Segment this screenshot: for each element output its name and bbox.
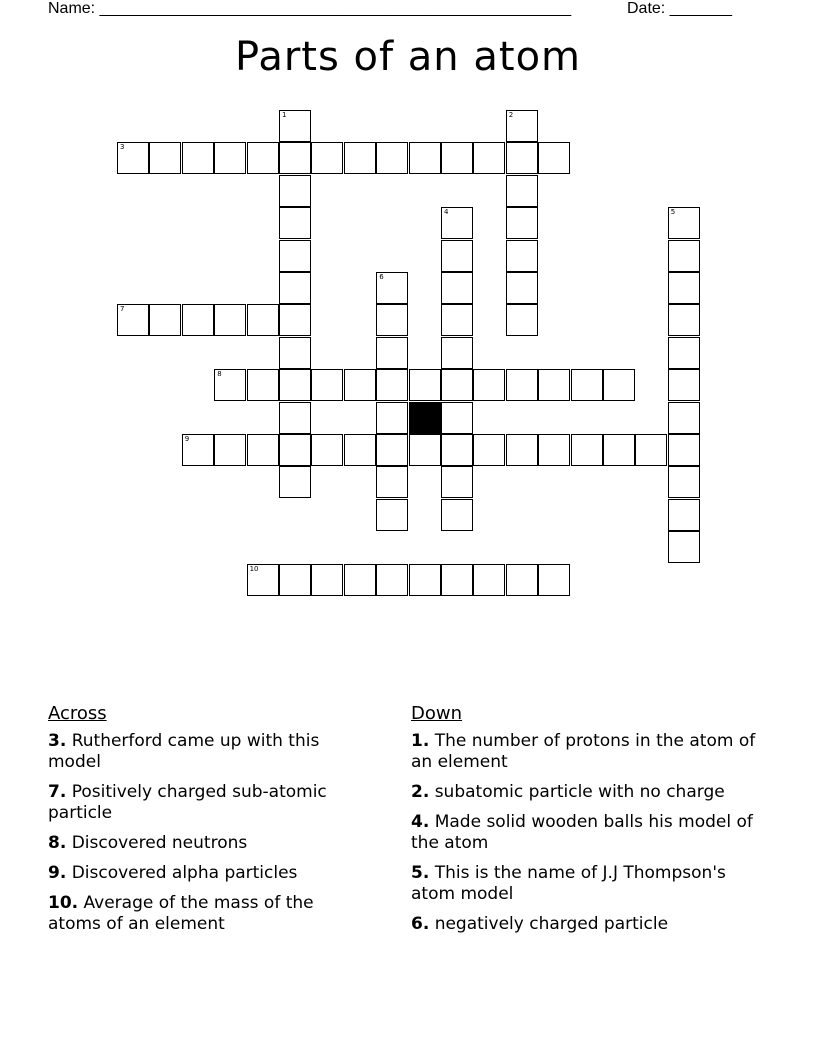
grid-cell[interactable] — [376, 466, 408, 498]
down-clue-1: 1. The number of protons in the atom of an element — [411, 731, 756, 772]
grid-cell[interactable] — [376, 434, 408, 466]
grid-cell[interactable] — [409, 564, 441, 596]
cell-number: 7 — [120, 305, 125, 314]
grid-cell[interactable] — [376, 499, 408, 531]
grid-cell[interactable] — [473, 434, 505, 466]
grid-cell[interactable] — [149, 304, 181, 336]
grid-cell[interactable] — [182, 304, 214, 336]
grid-cell[interactable] — [376, 369, 408, 401]
down-clue-2: 2. subatomic particle with no charge — [411, 782, 725, 802]
grid-cell[interactable] — [214, 142, 246, 174]
grid-cell[interactable] — [668, 499, 700, 531]
date-field[interactable]: Date: _______ — [627, 0, 732, 17]
grid-cell[interactable] — [311, 434, 343, 466]
cell-number: 10 — [249, 564, 259, 573]
across-clue-3: 3. Rutherford came up with this model — [48, 731, 320, 772]
grid-cell[interactable] — [441, 402, 473, 434]
page-title: Parts of an atom — [235, 34, 581, 80]
grid-cell[interactable] — [571, 369, 603, 401]
grid-cell[interactable] — [279, 337, 311, 369]
grid-cell[interactable] — [441, 304, 473, 336]
grid-cell[interactable] — [441, 207, 473, 239]
grid-cell[interactable] — [409, 369, 441, 401]
grid-cell[interactable] — [441, 434, 473, 466]
grid-cell[interactable] — [668, 207, 700, 239]
grid-cell[interactable] — [247, 304, 279, 336]
grid-cell[interactable] — [441, 142, 473, 174]
grid-cell[interactable] — [506, 434, 538, 466]
grid-cell[interactable] — [668, 272, 700, 304]
grid-cell[interactable] — [279, 402, 311, 434]
across-clue-8: 8. Discovered neutrons — [48, 833, 248, 853]
across-clue-7: 7. Positively charged sub-atomic particle — [48, 782, 327, 823]
grid-cell[interactable] — [279, 207, 311, 239]
across-clues — [48, 703, 358, 944]
grid-cell[interactable] — [441, 272, 473, 304]
grid-cell[interactable] — [247, 369, 279, 401]
cell-number: 6 — [379, 273, 384, 281]
grid-cell[interactable] — [473, 369, 505, 401]
down-clue-5: 5. This is the name of J.J Thompson's atom model — [411, 863, 726, 904]
grid-cell[interactable] — [441, 337, 473, 369]
grid-cell[interactable] — [441, 564, 473, 596]
down-clues — [411, 703, 756, 944]
grid-cell[interactable] — [117, 142, 149, 174]
grid-cell[interactable] — [376, 304, 408, 336]
grid-cell[interactable] — [376, 564, 408, 596]
grid-cell[interactable] — [603, 434, 635, 466]
grid-cell[interactable] — [376, 402, 408, 434]
grid-cell[interactable] — [473, 564, 505, 596]
across-clue-9: 9. Discovered alpha particles — [48, 863, 298, 883]
grid-cell[interactable] — [279, 142, 311, 174]
grid-cell[interactable] — [279, 304, 311, 336]
grid-cell[interactable] — [668, 402, 700, 434]
grid-cell[interactable] — [214, 369, 246, 401]
grid-cell[interactable] — [344, 369, 376, 401]
grid-cell[interactable] — [571, 434, 603, 466]
grid-cell[interactable] — [635, 434, 667, 466]
cell-number: 1 — [282, 111, 287, 119]
grid-cell[interactable] — [247, 564, 279, 596]
across-clue-10: 10. Average of the mass of the atoms of an element — [48, 893, 314, 934]
across-heading: Across — [48, 703, 107, 724]
grid-cell[interactable] — [214, 304, 246, 336]
grid-cell[interactable] — [506, 175, 538, 207]
grid-cell[interactable] — [668, 337, 700, 369]
grid-cell[interactable] — [538, 564, 570, 596]
grid-cell[interactable] — [506, 240, 538, 272]
grid-cell[interactable] — [247, 142, 279, 174]
grid-cell[interactable] — [214, 434, 246, 466]
grid-cell[interactable] — [441, 369, 473, 401]
grid-cell[interactable] — [668, 466, 700, 498]
down-clue-6: 6. negatively charged particle — [411, 914, 669, 934]
grid-cell[interactable] — [538, 142, 570, 174]
grid-cell[interactable] — [279, 175, 311, 207]
grid-cell[interactable] — [117, 304, 149, 336]
name-field[interactable]: Name: _____________________________________________________ — [48, 0, 572, 17]
grid-cell[interactable] — [247, 434, 279, 466]
grid-cell[interactable] — [311, 142, 343, 174]
grid-cell[interactable] — [376, 142, 408, 174]
grid-cell[interactable] — [344, 142, 376, 174]
grid-cell[interactable] — [506, 110, 538, 142]
grid-cell[interactable] — [441, 499, 473, 531]
grid-cell[interactable] — [279, 110, 311, 142]
grid-cell[interactable] — [279, 272, 311, 304]
grid-cell[interactable] — [668, 434, 700, 466]
grid-cell[interactable] — [668, 240, 700, 272]
grid-cell[interactable] — [182, 434, 214, 466]
grid-cell[interactable] — [279, 564, 311, 596]
grid-cell[interactable] — [603, 369, 635, 401]
blocked-cell — [409, 402, 441, 434]
down-clue-4: 4. Made solid wooden balls his model of the atom — [411, 812, 753, 853]
grid-cell[interactable] — [506, 142, 538, 174]
cell-number: 5 — [670, 208, 676, 217]
cell-number: 4 — [444, 208, 449, 217]
cell-number: 9 — [184, 435, 190, 443]
grid-cell[interactable] — [311, 369, 343, 401]
grid-cell[interactable] — [441, 240, 473, 272]
cell-number: 3 — [120, 143, 125, 152]
cell-number: 2 — [508, 111, 514, 119]
grid-cell[interactable] — [538, 434, 570, 466]
grid-cell[interactable] — [279, 369, 311, 401]
down-heading: Down — [411, 703, 463, 724]
grid-cell[interactable] — [344, 564, 376, 596]
grid-cell[interactable] — [538, 369, 570, 401]
grid-cell[interactable] — [409, 142, 441, 174]
grid-cell[interactable] — [506, 207, 538, 239]
grid-cell[interactable] — [279, 434, 311, 466]
grid-cell[interactable] — [506, 272, 538, 304]
grid-cell[interactable] — [376, 272, 408, 304]
grid-cell[interactable] — [473, 142, 505, 174]
grid-cell[interactable] — [506, 304, 538, 336]
grid-cell[interactable] — [441, 466, 473, 498]
grid-cell[interactable] — [279, 240, 311, 272]
grid-cell[interactable] — [279, 466, 311, 498]
grid-cell[interactable] — [506, 369, 538, 401]
grid-cell[interactable] — [668, 304, 700, 336]
cell-number: 8 — [217, 370, 222, 379]
grid-cell[interactable] — [409, 434, 441, 466]
grid-cell[interactable] — [506, 564, 538, 596]
grid-cell[interactable] — [668, 369, 700, 401]
grid-cell[interactable] — [182, 142, 214, 174]
grid-cell[interactable] — [344, 434, 376, 466]
grid-cell[interactable] — [376, 337, 408, 369]
grid-cell[interactable] — [668, 531, 700, 563]
grid-cell[interactable] — [149, 142, 181, 174]
grid-cell[interactable] — [311, 564, 343, 596]
